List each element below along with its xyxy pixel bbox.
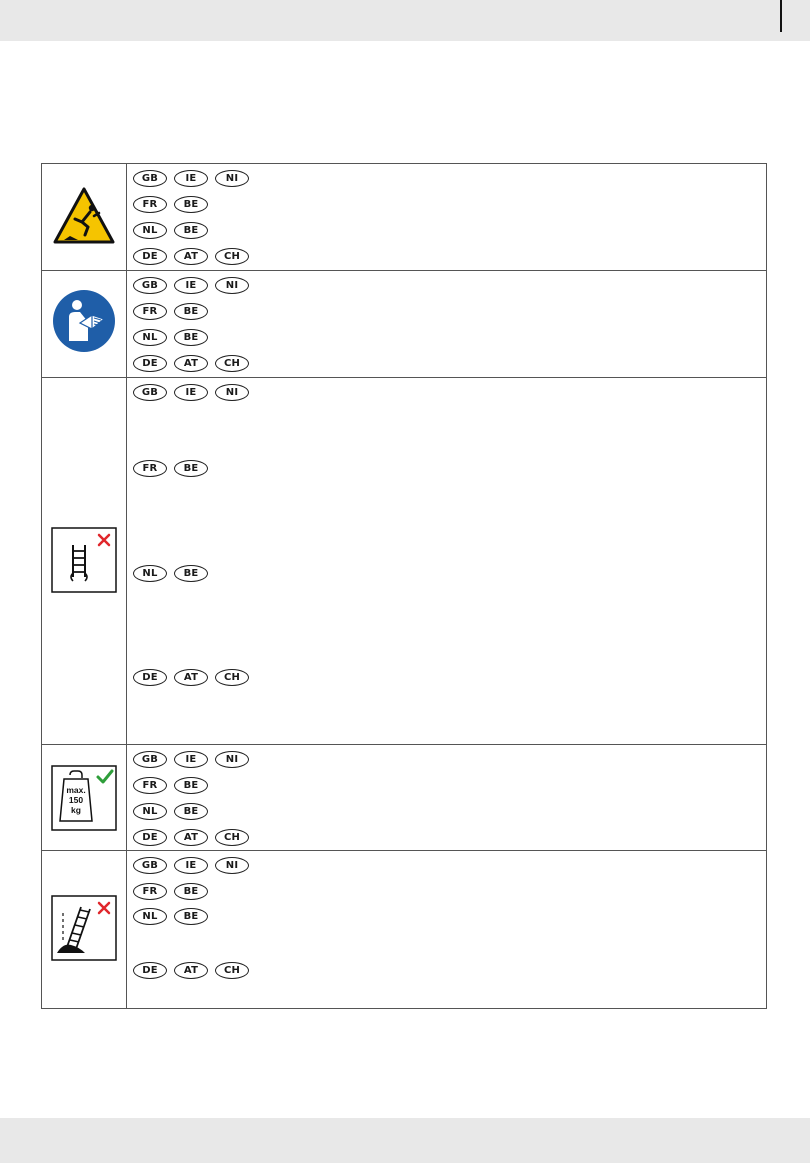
language-badge: CH: [215, 355, 249, 372]
language-badge: IE: [174, 277, 208, 294]
icon-cell: [42, 164, 127, 270]
language-badge: FR: [133, 303, 167, 320]
icon-cell: [42, 271, 127, 377]
language-badge: BE: [174, 883, 208, 900]
language-badge: AT: [174, 355, 208, 372]
language-badge: IE: [174, 170, 208, 187]
language-badge: DE: [133, 829, 167, 846]
language-badge: GB: [133, 170, 167, 187]
language-badge: CH: [215, 962, 249, 979]
language-badge: AT: [174, 669, 208, 686]
icon-cell: [42, 745, 127, 850]
page-corner-mark: [780, 0, 782, 32]
table-row: [42, 271, 766, 378]
language-badge: BE: [174, 303, 208, 320]
language-badge: GB: [133, 277, 167, 294]
no-soft-ground-icon: [51, 895, 117, 966]
language-badge: FR: [133, 460, 167, 477]
language-badge: AT: [174, 248, 208, 265]
language-badge: DE: [133, 962, 167, 979]
language-badge: BE: [174, 803, 208, 820]
language-badge: AT: [174, 829, 208, 846]
top-margin-bar: [0, 0, 810, 41]
language-badge: GB: [133, 751, 167, 768]
safety-symbols-table: [41, 163, 767, 1009]
language-badge: CH: [215, 248, 249, 265]
language-badge: NL: [133, 803, 167, 820]
language-badge: NL: [133, 329, 167, 346]
max-load-weight-icon: [51, 765, 117, 836]
table-row: [42, 164, 766, 271]
language-badge: BE: [174, 777, 208, 794]
language-badge: NI: [215, 170, 249, 187]
language-badge: NI: [215, 751, 249, 768]
language-badge: NI: [215, 857, 249, 874]
language-badge: NL: [133, 565, 167, 582]
language-badge: BE: [174, 196, 208, 213]
bottom-margin-bar: [0, 1118, 810, 1163]
language-badge: IE: [174, 384, 208, 401]
language-badge: BE: [174, 329, 208, 346]
icon-cell: [42, 378, 127, 744]
max-load-label: max.: [66, 785, 86, 795]
language-badge: NL: [133, 908, 167, 925]
max-load-value: 150: [68, 795, 84, 805]
table-row: [42, 745, 766, 851]
language-badge: BE: [174, 908, 208, 925]
language-badge: IE: [174, 751, 208, 768]
no-ladder-icon: [51, 527, 117, 598]
language-badge: CH: [215, 669, 249, 686]
language-badge: FR: [133, 883, 167, 900]
max-load-unit: kg: [71, 805, 81, 815]
language-badge: DE: [133, 669, 167, 686]
language-badge: BE: [174, 460, 208, 477]
language-badge: NI: [215, 277, 249, 294]
language-badge: BE: [174, 222, 208, 239]
language-badge: CH: [215, 829, 249, 846]
language-badge: GB: [133, 857, 167, 874]
language-badge: GB: [133, 384, 167, 401]
fall-hazard-warning-icon: [52, 186, 116, 251]
table-row: [42, 378, 766, 745]
language-badge: IE: [174, 857, 208, 874]
language-badge: FR: [133, 196, 167, 213]
language-badge: DE: [133, 248, 167, 265]
table-row: [42, 851, 766, 1008]
language-badge: NI: [215, 384, 249, 401]
icon-cell: [42, 851, 127, 1008]
language-badge: FR: [133, 777, 167, 794]
read-manual-icon: [52, 289, 116, 358]
language-badge: BE: [174, 565, 208, 582]
language-badge: AT: [174, 962, 208, 979]
language-badge: NL: [133, 222, 167, 239]
language-badge: DE: [133, 355, 167, 372]
